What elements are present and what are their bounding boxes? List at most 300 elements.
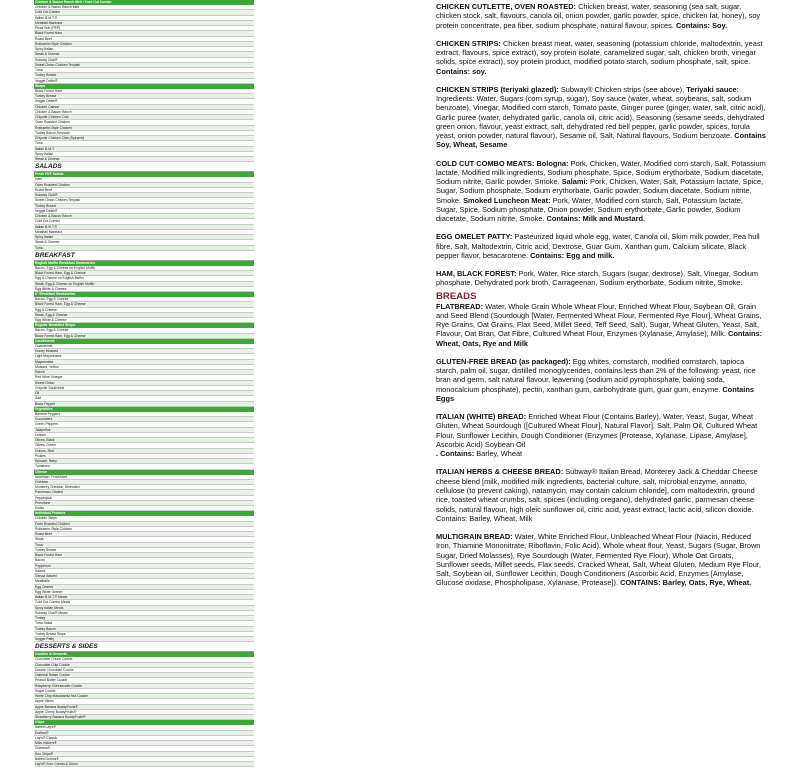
table-cell [222,193,230,197]
table-cell [176,42,184,46]
table-row-name: Chicken & Bacon Ranch [35,109,72,114]
table-row-name: Bacon, Egg & Cheese [35,297,69,301]
table-cell [245,126,253,130]
table-cell [169,527,177,531]
table-cell [123,204,131,208]
table-cell [131,548,139,552]
table-cell [169,136,177,140]
table-cell [214,334,222,338]
table-cell [237,225,245,229]
table-row-name: Steak [35,537,44,542]
table-cell [207,10,215,14]
table-cell [214,527,222,531]
table-cell [229,193,237,197]
table-cell [214,110,222,114]
table-cell [169,73,177,77]
table-cell [161,152,169,156]
table-cell [146,198,154,202]
table-cell [146,386,154,390]
table-cell [207,297,215,301]
table-cell [207,684,215,688]
table-cell [161,699,169,703]
table-cell [169,606,177,610]
table-cell [229,391,237,395]
table-cell [123,422,131,426]
table-cell [191,433,199,437]
table-cell [222,188,230,192]
table-cell [161,63,169,67]
table-cell [138,5,146,9]
table-cell [146,63,154,67]
table-cell [161,141,169,145]
table-cell [176,297,184,301]
table-group-header: Wraps [34,84,254,89]
table-cell [146,308,154,312]
table-cell [169,678,177,682]
table-cell [169,621,177,625]
table-cell [146,26,154,30]
table-cell [138,141,146,145]
table-row-name: Turkey Breast [35,547,56,552]
table-cell [237,569,245,573]
table-cell [184,433,192,437]
table-cell [176,412,184,416]
table-cell [176,616,184,620]
table-cell [229,543,237,547]
table-cell [138,715,146,719]
table-cell [123,506,131,510]
table-cell [146,527,154,531]
table-cell [191,271,199,275]
table-cell [191,131,199,135]
table-cell [146,663,154,667]
table-cell [169,360,177,364]
table-cell [199,673,207,677]
table-cell [123,746,131,750]
table-cell [146,391,154,395]
table-cell [207,375,215,379]
table-row-name: Strawberry Banana BuddyFruits® [35,715,86,719]
table-cell [245,564,253,568]
table-cell [169,89,177,93]
table-cell [222,689,230,693]
table-cell [161,736,169,740]
table-cell [184,480,192,484]
table-cell [199,214,207,218]
table-cell [229,26,237,30]
table-cell [214,684,222,688]
table-cell [131,621,139,625]
table-cell [153,621,161,625]
table-cell [229,126,237,130]
table-cell [123,579,131,583]
table-cell [222,68,230,72]
table-cell [138,595,146,599]
table-cell [138,396,146,400]
table-cell [176,328,184,332]
table-cell [229,657,237,661]
table-cell [146,344,154,348]
table-cell [191,183,199,187]
table-cell [138,204,146,208]
table-cell [207,31,215,35]
table-cell [237,282,245,286]
table-cell [176,475,184,479]
table-cell [169,752,177,756]
ingredient-entry-italian-herbs-cheese [436,467,766,523]
table-cell [237,438,245,442]
table-cell [222,428,230,432]
table-cell [184,443,192,447]
table-cell [153,147,161,151]
table-cell [199,632,207,636]
table-cell [146,438,154,442]
table-cell [245,58,253,62]
table-cell [153,271,161,275]
table-cell [176,402,184,406]
table-cell [214,308,222,312]
table-cell [123,522,131,526]
table-cell [222,627,230,631]
table-cell [169,58,177,62]
table-cell [161,214,169,218]
table-cell [146,287,154,291]
table-cell [199,37,207,41]
table-cell [146,475,154,479]
table-cell [229,219,237,223]
table-cell [199,21,207,25]
table-row-name: Turkey Breast [35,73,56,78]
table-cell [237,678,245,682]
table-cell [169,449,177,453]
table-cell [123,386,131,390]
table-cell [146,606,154,610]
table-cell [123,443,131,447]
table-cell [123,611,131,615]
table-cell [123,328,131,332]
table-cell [131,490,139,494]
table-cell [146,334,154,338]
table-cell [191,282,199,286]
table-cell [199,684,207,688]
table-cell [176,79,184,83]
table-cell [191,73,199,77]
table-cell [153,678,161,682]
table-cell [138,177,146,181]
table-cell [146,365,154,369]
table-cell [237,757,245,761]
table-cell [222,152,230,156]
table-cell [222,501,230,505]
table-cell [237,271,245,275]
table-cell [245,198,253,202]
table-cell [176,73,184,77]
table-cell [207,731,215,735]
table-cell [146,115,154,119]
table-cell [153,89,161,93]
table-cell [176,219,184,223]
table-cell [123,16,131,20]
table-cell [169,501,177,505]
table-cell [169,370,177,374]
table-cell [176,657,184,661]
table-cell [222,141,230,145]
table-row-name: Chicken & Bacon Ranch Melt [35,5,80,9]
table-cell [229,537,237,541]
table-cell [169,204,177,208]
table-cell [153,152,161,156]
table-cell [169,485,177,489]
table-cell [146,73,154,77]
table-cell [191,204,199,208]
table-cell [131,668,139,672]
table-cell [199,131,207,135]
table-cell [222,490,230,494]
table-cell [176,443,184,447]
table-cell [169,637,177,641]
table-cell [161,762,169,766]
table-group-header: Fresh Fit® Salads [34,172,254,177]
table-cell [245,328,253,332]
table-cell [169,308,177,312]
table-cell [245,402,253,406]
table-cell [184,516,192,520]
table-cell [199,313,207,317]
table-cell [176,485,184,489]
table-cell [199,349,207,353]
table-cell [237,198,245,202]
table-cell [229,225,237,229]
table-row-name: Cheetos® [35,746,51,751]
table-cell [237,396,245,400]
table-cell [146,480,154,484]
table-cell [138,276,146,280]
table-cell [191,302,199,306]
table-cell [214,506,222,510]
table-cell [245,302,253,306]
table-cell [176,527,184,531]
table-cell [207,105,215,109]
table-row-name: Miss Vickie's® [35,741,57,745]
table-cell [214,120,222,124]
table-cell [123,501,131,505]
table-cell [214,449,222,453]
table-cell [214,627,222,631]
table-cell [191,79,199,83]
table-cell [237,736,245,740]
table-cell [245,443,253,447]
table-cell [161,715,169,719]
table-cell [199,454,207,458]
table-cell [207,73,215,77]
table-cell [245,428,253,432]
table-cell [222,741,230,745]
table-cell [191,152,199,156]
table-cell [191,537,199,541]
table-cell [222,177,230,181]
table-cell [207,762,215,766]
table-cell [153,496,161,500]
table-cell [229,705,237,709]
table-cell [237,89,245,93]
table-cell [169,344,177,348]
ingredient-entry-cold-cut-combo [436,159,766,224]
table-cell [131,757,139,761]
table-cell [237,375,245,379]
table-row-name: Spicy Italian [35,151,54,156]
table-cell [184,219,192,223]
table-cell [146,349,154,353]
table-cell [191,585,199,589]
table-cell [207,115,215,119]
table-cell [146,459,154,463]
table-cell [153,131,161,135]
table-cell [199,569,207,573]
table-cell [229,632,237,636]
table-cell [184,449,192,453]
table-cell [237,147,245,151]
nutrition-table [34,0,254,766]
table-cell [176,454,184,458]
table-cell [161,657,169,661]
table-cell [138,386,146,390]
table-cell [237,627,245,631]
table-cell [169,595,177,599]
table-cell [229,564,237,568]
table-cell [222,204,230,208]
table-cell [222,532,230,536]
table-cell [237,710,245,714]
table-cell [207,590,215,594]
table-cell [176,537,184,541]
table-cell [169,558,177,562]
table-cell [146,370,154,374]
table-cell [245,501,253,505]
table-cell [123,136,131,140]
table-cell [245,381,253,385]
table-cell [191,449,199,453]
table-cell [191,736,199,740]
table-cell [184,266,192,270]
table-cell [131,183,139,187]
table-cell [191,663,199,667]
table-cell [184,318,192,322]
table-cell [123,313,131,317]
table-cell [131,21,139,25]
table-cell [237,381,245,385]
table-cell [161,287,169,291]
table-row-name: Black Forest Ham, Egg & Cheese [35,271,86,275]
table-cell [153,595,161,599]
table-cell [123,752,131,756]
table-cell [245,16,253,20]
table-cell [229,147,237,151]
table-cell [207,37,215,41]
table-cell [176,731,184,735]
table-cell [199,381,207,385]
table-cell [146,585,154,589]
table-cell [176,746,184,750]
table-cell [176,699,184,703]
table-cell [237,10,245,14]
table-cell [237,689,245,693]
table-cell [161,308,169,312]
table-cell [161,26,169,30]
table-cell [207,157,215,161]
table-cell [169,99,177,103]
table-cell [214,762,222,766]
table-cell [214,99,222,103]
table-cell [123,5,131,9]
table-group-header: Cookies & Desserts [34,652,254,657]
table-cell [222,684,230,688]
table-cell [199,152,207,156]
table-cell [131,120,139,124]
table-cell [131,537,139,541]
table-cell [245,63,253,67]
table-cell [138,501,146,505]
table-row-name: Turkey [35,616,46,620]
table-cell [131,516,139,520]
table-cell [237,595,245,599]
table-cell [222,402,230,406]
table-cell [222,31,230,35]
table-cell [131,42,139,46]
table-cell [214,240,222,244]
table-cell [131,141,139,145]
table-cell [146,209,154,213]
table-cell [123,600,131,604]
table-cell [138,480,146,484]
table-cell [169,214,177,218]
table-cell [169,506,177,510]
table-cell [146,417,154,421]
table-cell [245,99,253,103]
table-cell [131,428,139,432]
table-cell [191,136,199,140]
breads-heading: BREADS [436,290,477,302]
table-cell [207,349,215,353]
table-cell [245,569,253,573]
table-row-name: Meatball Marinara [35,20,63,25]
table-cell [222,736,230,740]
table-cell [184,328,192,332]
table-cell [138,354,146,358]
table-cell [207,79,215,83]
table-row-name: Baked Doritos® [35,756,59,761]
table-cell [169,266,177,270]
table-cell [169,10,177,14]
table-cell [207,183,215,187]
table-cell [161,752,169,756]
table-cell [214,402,222,406]
table-row-name: Lay's® Sour Cream & Onion [35,762,78,766]
table-cell [153,412,161,416]
table-cell [229,375,237,379]
table-cell [184,302,192,306]
table-cell [199,266,207,270]
table-cell [123,621,131,625]
table-cell [199,600,207,604]
table-cell [146,762,154,766]
table-cell [222,715,230,719]
table-cell [176,757,184,761]
table-cell [214,678,222,682]
table-cell [222,595,230,599]
table-cell [245,637,253,641]
table-cell [123,459,131,463]
table-cell [199,412,207,416]
